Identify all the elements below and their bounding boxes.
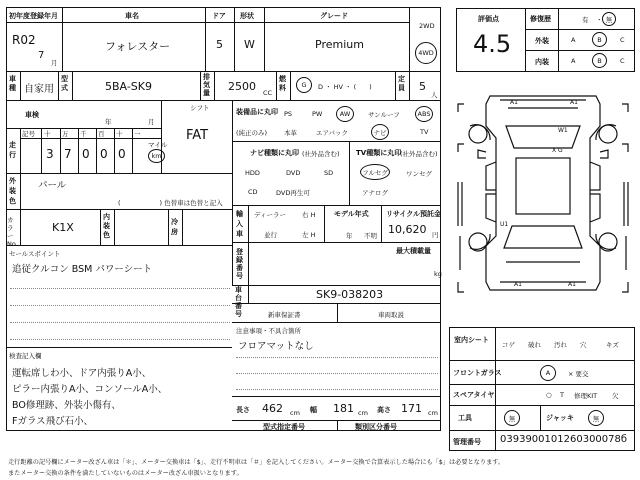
exterior-label: 外装色 xyxy=(9,177,16,205)
tools-label: 工具 xyxy=(458,414,472,422)
digit-label-5: 十 xyxy=(116,130,123,138)
car-damage-diagram xyxy=(450,86,636,326)
selling-value: 追従クルコン BSM パワーシート xyxy=(12,264,153,275)
spare-item-3: 欠 xyxy=(612,392,619,400)
front-glass-label: フロントガラス xyxy=(453,369,502,377)
mileage-digit-1: 3 xyxy=(46,147,54,161)
footer-line2: またメーター交換の条件を満たしていないものはメーター改ざん車扱いとなります。 xyxy=(8,470,243,477)
equip-ps: PS xyxy=(284,110,293,118)
mileage-digit-2: 7 xyxy=(64,147,72,161)
ext-grades-A: A xyxy=(571,36,576,44)
front-glass-a: A xyxy=(545,369,551,377)
import-left: 左 H xyxy=(302,231,316,239)
import-right: 右 H xyxy=(302,211,316,219)
fuel-gasoline: G xyxy=(301,81,307,89)
seat-item-2: 汚れ xyxy=(554,341,567,349)
seat-item-0: コゲ xyxy=(502,341,515,349)
car-name: フォレスター xyxy=(105,40,171,53)
recycle-value: 10,620 xyxy=(388,223,427,236)
width-value: 181 xyxy=(333,402,354,415)
score-label: 評価点 xyxy=(478,15,499,23)
equip-abs-circle xyxy=(415,106,433,122)
ac-label: 冷房 xyxy=(171,218,178,236)
tv-sub: (社外品含む) xyxy=(400,150,438,158)
equipment-sub: (純正のみ) xyxy=(236,129,268,137)
payload-label: 最大積載量 xyxy=(396,247,431,255)
new-car-warranty: 新車保証書 xyxy=(268,311,301,319)
digit-label-3: 千 xyxy=(80,130,87,138)
shape-label: 形状 xyxy=(240,12,254,20)
navi-sub: (社外品含む) xyxy=(302,150,340,158)
navi-item-1: DVD xyxy=(286,169,301,177)
repair-label: 修復歴 xyxy=(530,15,551,23)
inspect-label: 車検 xyxy=(25,111,39,119)
equip-aw-circle xyxy=(336,106,354,122)
reg-date-label: 初年度登録年月 xyxy=(9,12,58,20)
score-value: 4.5 xyxy=(473,30,512,58)
mileage-digit-4: 0 xyxy=(100,147,108,161)
navi-item-3: CD xyxy=(248,188,258,196)
equip-row2-0: 本革 xyxy=(284,129,297,137)
height-value: 171 xyxy=(401,402,422,415)
spare-label: スペアタイヤ xyxy=(453,391,495,399)
capacity-unit: 人 xyxy=(431,91,438,99)
seat-item-1: 破れ xyxy=(528,341,541,349)
front-glass-x: × 要交 xyxy=(568,370,589,378)
chassis-label: 車台番号 xyxy=(235,286,242,318)
use-type: 自家用 xyxy=(24,84,54,95)
inspector-line-3: Fガラス飛び石小、 xyxy=(12,416,94,427)
color-no-value: K1X xyxy=(52,221,74,234)
inspect-year-unit: 年 xyxy=(105,118,112,126)
equip-navi-circle xyxy=(371,124,389,140)
reg-no-label: 登録番号 xyxy=(236,248,243,280)
int-grades-B: B xyxy=(597,56,602,65)
selling-label: セールスポイント xyxy=(9,250,61,258)
displacement: 2500 xyxy=(228,80,256,93)
spare-item-1: T xyxy=(560,391,564,399)
tv-fullseg-circle xyxy=(360,164,390,180)
diagram-label-2: W1 xyxy=(558,127,568,134)
fuel-label: 燃料 xyxy=(279,75,286,92)
capacity-label: 定員 xyxy=(398,75,405,92)
recycle-unit: 円 xyxy=(432,231,439,239)
equip-aw: AW xyxy=(339,110,351,118)
ext-grades-B: B xyxy=(597,35,602,44)
chassis-value: SK9-038203 xyxy=(316,288,384,301)
equip-row2-1: エアバック xyxy=(316,129,348,137)
repair-no-circle xyxy=(602,12,616,26)
digit-label-4: 百 xyxy=(98,130,105,138)
tools-circle xyxy=(504,410,520,426)
seat-item-3: 穴 xyxy=(580,341,587,349)
import-parallel: 並行 xyxy=(264,231,277,239)
jack-label: ジャッキ xyxy=(546,414,574,422)
footer-line1: 走行距離の記号欄にメーター改ざん車は「＊」、メーター交換車は「$」、走行不明車は「＃」を記入してください。メーター交換で合算表示した場合にも「$」は必要となります。 xyxy=(8,459,505,466)
jack-circle xyxy=(588,410,604,426)
month-unit: 月 xyxy=(51,59,58,67)
fuel-other: D ・ HV ・ ( ) xyxy=(318,83,372,91)
inspector-line-2: BO修理跡、外装小傷有、 xyxy=(12,400,121,411)
score-interior-label: 内装 xyxy=(535,58,549,66)
length-value: 462 xyxy=(262,402,283,415)
exterior-note: ( ) 色替車は色替と記入 xyxy=(118,199,223,207)
km-label: km xyxy=(151,152,162,160)
import-label: 輸入車 xyxy=(236,210,243,238)
digit-label-0: 記号 xyxy=(22,130,35,138)
mile-label: マイル xyxy=(148,141,168,149)
diagram-label-5: U1 xyxy=(500,221,509,228)
equip-sunroof: サンルーフ xyxy=(368,111,400,119)
diagram-label-0: A1 xyxy=(510,99,518,106)
repair-no: 無 xyxy=(605,15,613,24)
width-unit: cm xyxy=(358,409,368,417)
car-type-label: 車種 xyxy=(9,75,16,92)
tv-fullseg: フルセグ xyxy=(362,168,388,177)
digit-label-2: 万 xyxy=(62,130,69,138)
int-grades-A: A xyxy=(571,57,576,65)
tv-label: TV種類に丸印 xyxy=(356,149,402,157)
manage-value: 0393900101260300078б xyxy=(500,434,628,445)
reg-year: R02 xyxy=(12,33,36,47)
model-year-unit: 年 xyxy=(346,232,353,240)
model-code: 5BA-SK9 xyxy=(105,80,152,93)
drive-4wd-circle xyxy=(415,42,437,64)
int-grades-C: C xyxy=(620,57,625,65)
height-label: 高さ xyxy=(377,406,391,414)
run-label: 走行 xyxy=(9,141,16,159)
navi-item-4: DVD再生可 xyxy=(276,189,310,197)
import-dealer: ディーラー xyxy=(254,211,286,219)
diagram-label-6: A1 xyxy=(514,281,522,288)
digit-label-1: 十 xyxy=(44,130,51,138)
repair-yes: 有 xyxy=(582,16,589,24)
door-label: ドア xyxy=(212,12,226,20)
cc-unit: CC xyxy=(263,89,273,97)
spare-item-2: 修理KIT xyxy=(574,392,598,400)
recycle-label: リサイクル預託金 xyxy=(386,210,442,218)
class-number-label: 類別区分番号 xyxy=(355,423,397,431)
equip-navi: ナビ xyxy=(373,128,387,137)
shift-value: FAT xyxy=(186,128,209,143)
displacement-label: 排気量 xyxy=(203,73,210,97)
seat-label: 室内シート xyxy=(454,336,489,344)
diagram-label-4: G xyxy=(558,147,563,154)
km-circle xyxy=(148,149,165,163)
inspector-line-0: 運転席しわ小、ドア内張りA小、 xyxy=(12,368,152,379)
ext-grades-B-circle xyxy=(592,32,607,47)
mileage-digit-5: 0 xyxy=(118,147,126,161)
shift-label: シフト xyxy=(190,104,210,112)
grade-label: グレード xyxy=(320,12,348,20)
payload-unit: kg xyxy=(434,270,442,278)
drive-2wd: 2WD xyxy=(419,22,435,30)
mileage-digit-3: 0 xyxy=(82,147,90,161)
model-label: 型式 xyxy=(61,75,68,92)
exterior-color: パール xyxy=(38,180,67,191)
length-label: 長さ xyxy=(236,406,250,414)
grade-value: Premium xyxy=(315,38,364,51)
capacity: 5 xyxy=(419,80,426,93)
equip-abs: ABS xyxy=(417,110,431,118)
model-year-label: モデル年式 xyxy=(334,210,369,218)
jack-value: 無 xyxy=(592,414,600,423)
diagram-label-3: X xyxy=(552,147,557,154)
inspector-label: 検査記入欄 xyxy=(9,352,42,360)
manage-label: 管理番号 xyxy=(453,438,481,446)
tv-item-2: アナログ xyxy=(362,189,388,197)
width-label: 幅 xyxy=(310,406,317,414)
diagram-label-7: A1 xyxy=(568,281,576,288)
seat-item-4: キズ xyxy=(606,341,619,349)
front-glass-a-circle xyxy=(540,365,556,381)
diagram-label-1: A1 xyxy=(570,99,578,106)
height-unit: cm xyxy=(428,409,438,417)
inspector-line-1: ピラー内張りA小、コンソールA小、 xyxy=(12,384,168,395)
inspect-month-unit: 月 xyxy=(148,118,155,126)
navi-label: ナビ種類に丸印 xyxy=(250,149,299,157)
interior-color-label: 内装色 xyxy=(103,213,110,239)
equip-row2-3: TV xyxy=(420,128,429,136)
spare-item-0: ○ xyxy=(546,391,552,399)
navi-item-0: HDD xyxy=(245,169,260,177)
ext-grades-C: C xyxy=(620,36,625,44)
tools-value: 無 xyxy=(508,414,516,423)
equip-pw: PW xyxy=(312,110,323,118)
tv-item-1: ワンセグ xyxy=(406,170,432,178)
model-year-unknown: 不明 xyxy=(364,232,377,240)
notes-label: 注意事項・不具合箇所 xyxy=(236,327,301,335)
length-unit: cm xyxy=(290,409,300,417)
car-name-label: 車名 xyxy=(125,12,139,20)
vehicle-manual: 車両取説 xyxy=(378,311,404,319)
shape-value: W xyxy=(244,38,255,51)
reg-month: 7 xyxy=(38,50,45,61)
navi-item-2: SD xyxy=(324,169,334,177)
fuel-gasoline-circle xyxy=(296,77,312,93)
type-cert-label: 型式指定番号 xyxy=(263,423,305,431)
equipment-label: 装備品に丸印 xyxy=(236,108,278,116)
color-no-label: カラーNo. xyxy=(7,216,18,248)
door-count: 5 xyxy=(216,38,223,51)
digit-label-6: 一 xyxy=(134,130,141,138)
drive-4wd: 4WD xyxy=(418,49,434,57)
int-grades-B-circle xyxy=(592,53,607,68)
score-exterior-label: 外装 xyxy=(535,37,549,45)
notes-value: フロアマットなし xyxy=(238,341,314,352)
